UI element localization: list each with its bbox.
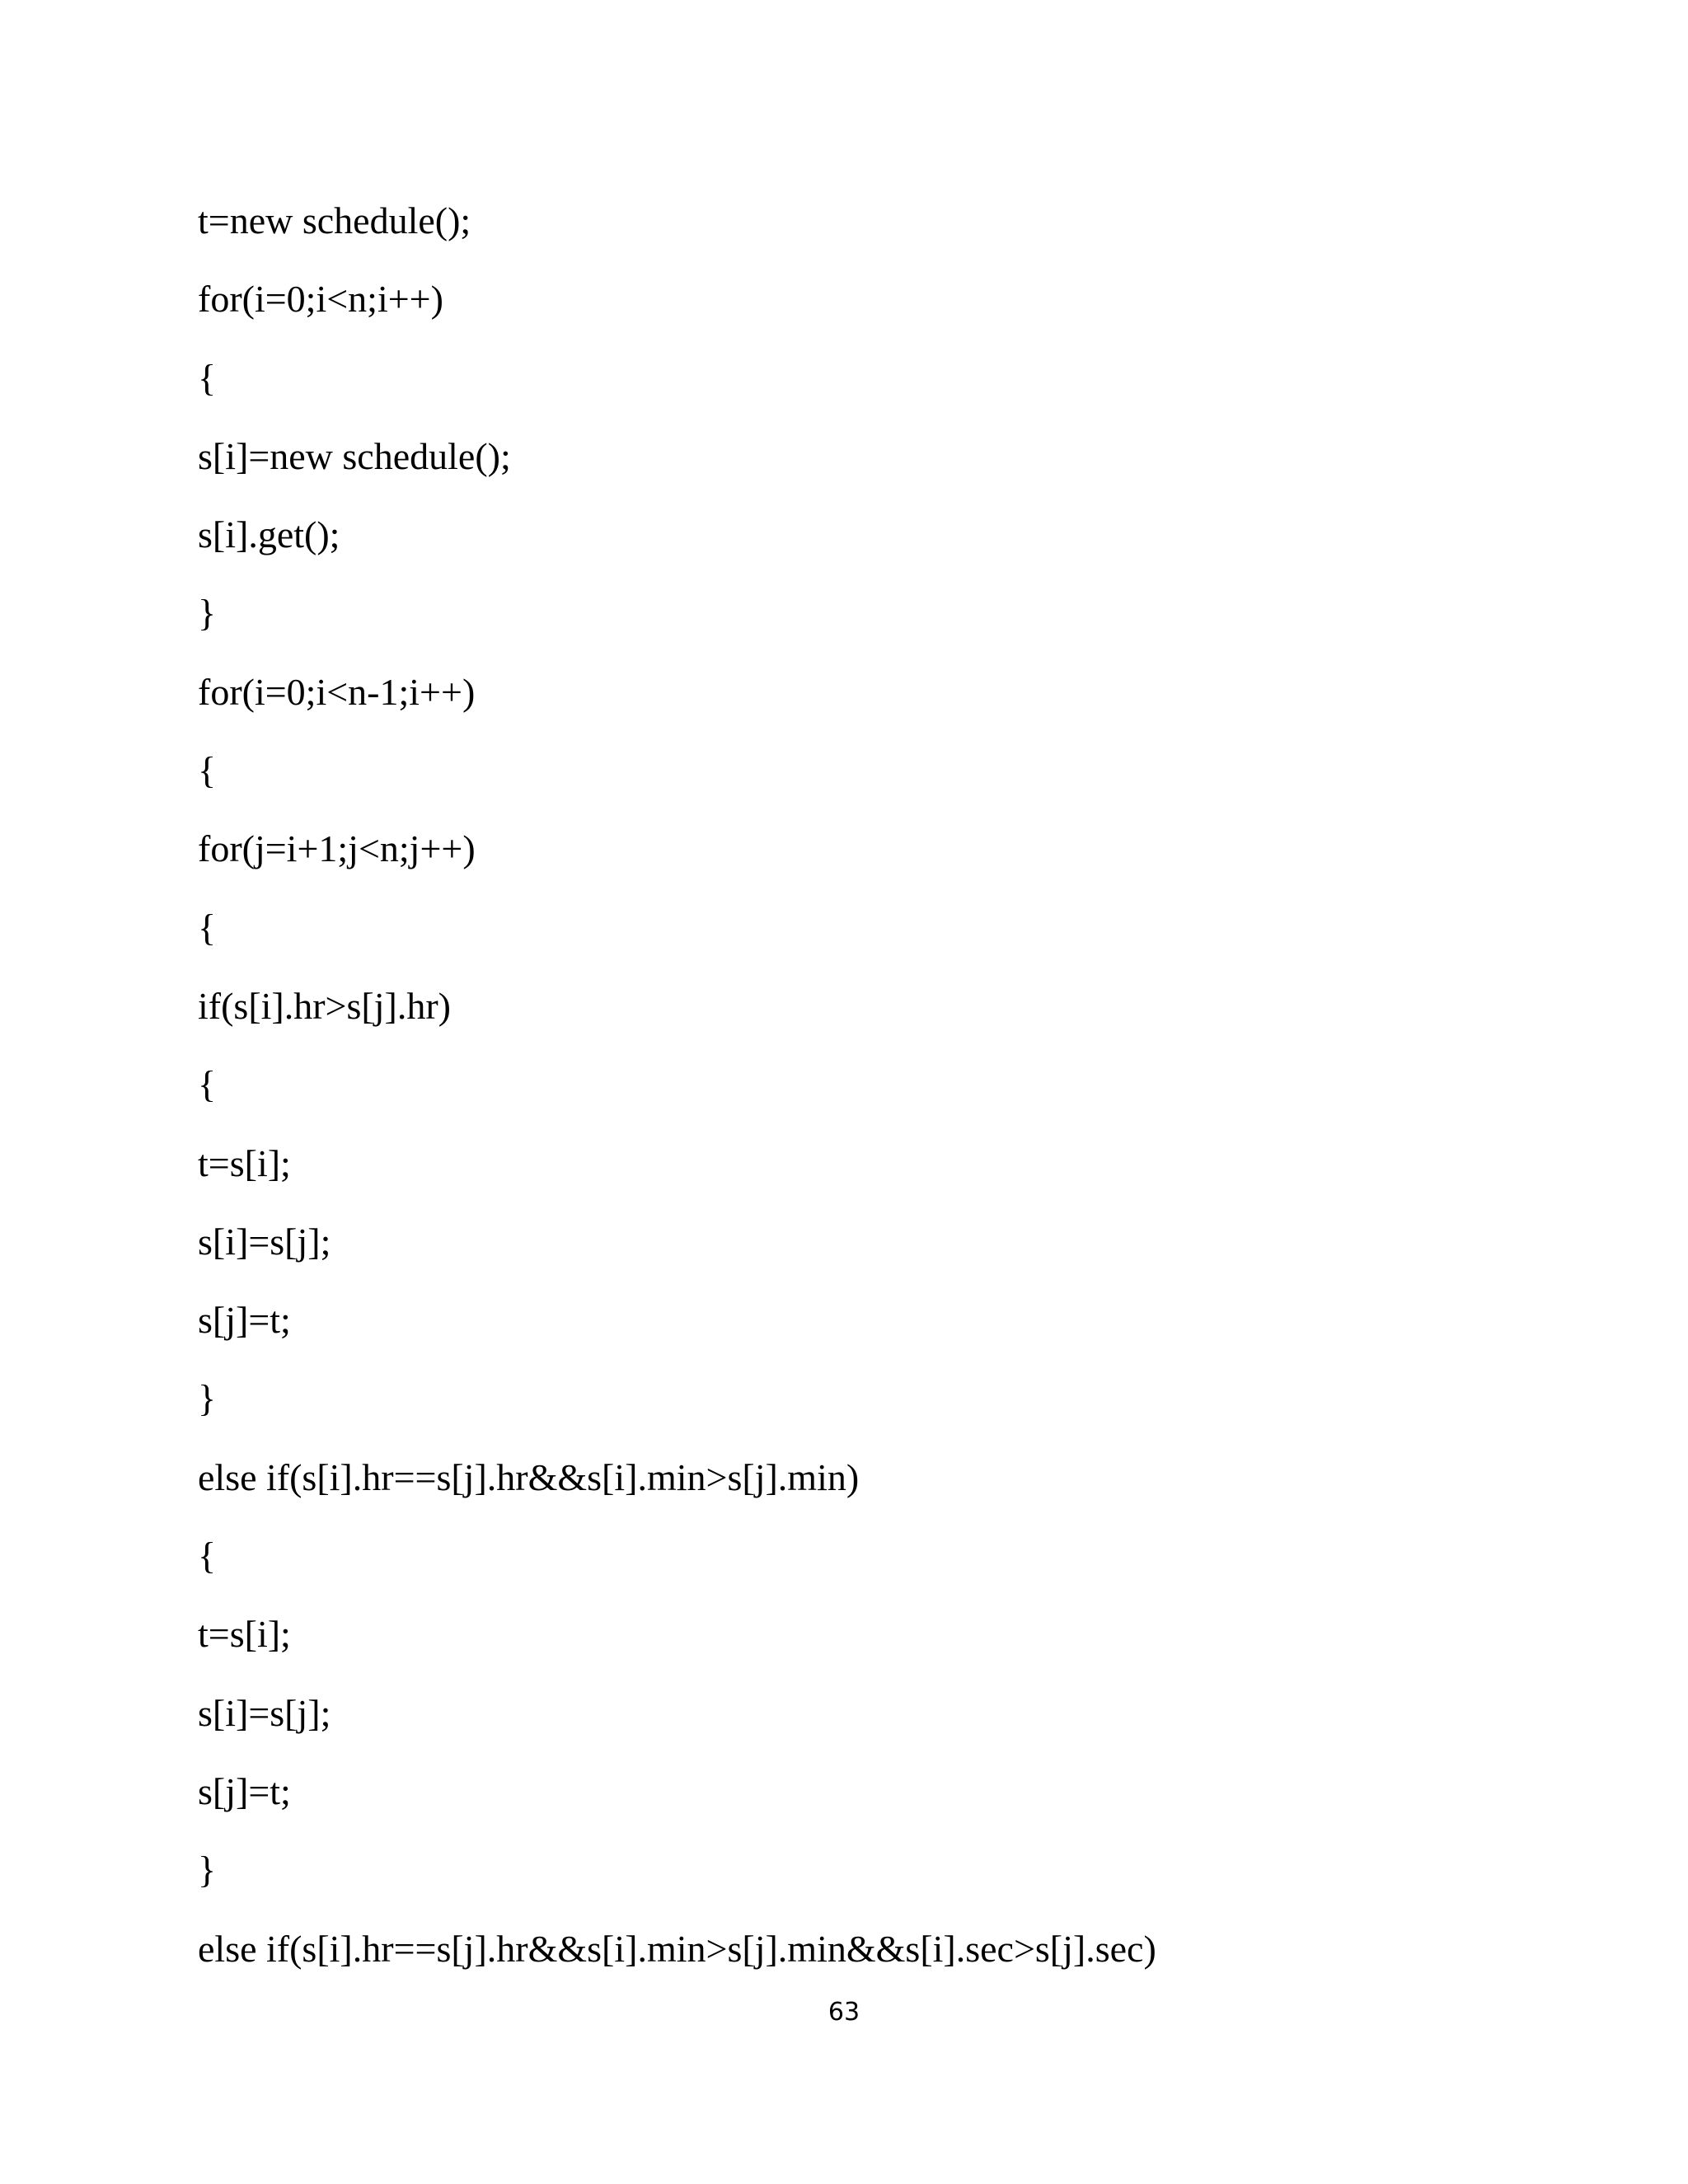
code-line: else if(s[i].hr==s[j].hr&&s[i].min>s[j].min&&s[i].sec>s[j].sec) xyxy=(198,1927,1156,1970)
code-line: s[i]=new schedule(); xyxy=(198,434,511,477)
code-line: s[i].get(); xyxy=(198,513,340,556)
code-line: else if(s[i].hr==s[j].hr&&s[i].min>s[j].min) xyxy=(198,1455,860,1498)
code-line: t=s[i]; xyxy=(198,1613,291,1656)
code-line: if(s[i].hr>s[j].hr) xyxy=(198,984,451,1027)
code-line: } xyxy=(198,1377,217,1420)
code-line: { xyxy=(198,1535,217,1577)
code-line: { xyxy=(198,749,217,792)
code-listing xyxy=(198,191,1156,1998)
code-line: for(j=i+1;j<n;j++) xyxy=(198,827,476,870)
code-line: s[j]=t; xyxy=(198,1769,291,1812)
code-line: s[j]=t; xyxy=(198,1299,291,1342)
code-line: { xyxy=(198,906,217,949)
code-line: s[i]=s[j]; xyxy=(198,1220,331,1263)
code-line: for(i=0;i<n-1;i++) xyxy=(198,670,476,713)
code-line: } xyxy=(198,1849,217,1891)
code-line: t=new schedule(); xyxy=(198,199,471,241)
page-number: 63 xyxy=(828,1998,860,2027)
code-line: s[i]=s[j]; xyxy=(198,1691,331,1734)
code-line: { xyxy=(198,1063,217,1106)
code-line: { xyxy=(198,356,217,399)
code-line: for(i=0;i<n;i++) xyxy=(198,278,443,321)
code-line: } xyxy=(198,592,217,635)
code-line: t=s[i]; xyxy=(198,1141,291,1184)
